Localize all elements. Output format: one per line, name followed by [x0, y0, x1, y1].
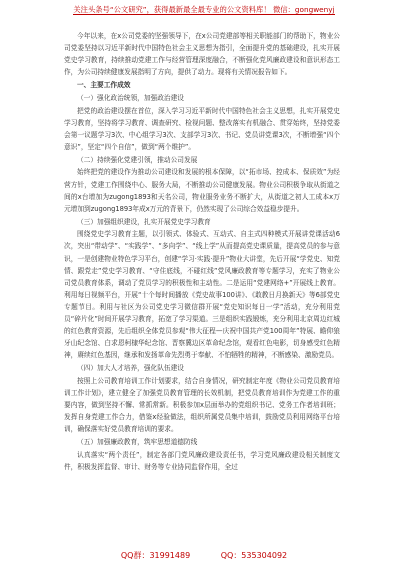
contact-footer [0, 550, 408, 561]
paragraph: 始终把党的建设作为推动公司建设和发展的根本保障，以“拓市场、控成本、保质效”为经营方针，党建工作围绕中心、服务大局，不断推动公司健康发展。物业公司积极争取从街道之间的x台增加为zugong1893和天名公司，物业服务业务不断扩大，从街道之初人工成本x万元增加到zugong1893年成x万元的背景下，仍然实现了公司综合效益稳步提升。 [64, 168, 340, 213]
paragraph: 把党的政治建设摆在首位，深入学习习近平新时代中国特色社会主义思想，扎实开展党史学习教育，坚持将学习教育、调查研究、检视问题、整改落实有机融合、贯穿始终，坚持党委会第一议题学习3次、中心组学习3次、支部学习3次、书记、党员讲党课3次，不断增强“四个意识”，坚定“四个自信”，做到“两个维护”。 [64, 106, 340, 151]
paragraph: 围绕党史学习教育主题，以引领式、体验式、互动式、自主式四种模式开展讲党课活动6次，突出“带动学”、“实践学”、“多向学”、“线上学”从而提高党史课质量，提高党员的参与意识，一是创建物业特色学习平台，创建“学习·实践·提升”物业大讲堂，先后开展“学党史、知党情、跟党走”党史学习教育、“守住底线，不碰红线”党风廉政教育等专题学习，充实了物业公司党员教育体系，调动了党员学习的积极性和主动性。二是运用“党建网络+”开展线上教育。利用每日视频平台，开展“十个每时间播放《党史故事100讲》、《敢教日月换新天》等6部党史专题节目。利用与社区为公司党史学习微信群开展“党史知识每日一学”活动，充分利用党员“碎片化”时间开展学习教育，拓宽了学习渠道。三是组织实践锻炼，充分利用北京周边红城的红色教育资源，先后组织全体党员参观“伟大征程—庆祝中国共产党100周年”特展、瞻仰狼牙山纪念馆、白求恩柯棣华纪念馆、晋察冀边区革命纪念馆，观看红色电影，切身感受红色精神，赓续红色基因，继承和发扬革命先烈勇于奉献、不怕牺牲的精神，不断感染、激励党员。 [64, 230, 340, 360]
subsection-heading: （三）加强组织建设，扎实开展党史学习教育 [77, 217, 211, 226]
paragraph: 认真落实“两个责任”，制定各部门党风廉政建设责任书，学习党风廉政建设相关制度文件，积极发挥监督、审计、财务等专业协同监督作用，全过 [64, 450, 340, 471]
subsection-heading: （四）加大人才培养，强化队伍建设 [77, 364, 184, 373]
section-heading: 一、主要工作成效 [77, 81, 131, 90]
promo-banner-text: 关注头条号“公文研究”，获得最新最全最专业的公文资料库！ 微信：gongwenyj [73, 5, 335, 14]
qq-number: QQ：535304092 [220, 551, 288, 560]
subsection-heading: （一）强化政治统领，加强政治建设 [77, 93, 184, 102]
promo-banner [0, 4, 408, 15]
qq-group-number: QQ群：31991489 [120, 551, 191, 560]
subsection-heading: （二）持续强化党建引领，推动公司发展 [77, 155, 198, 164]
paragraph: 按照上公司教育培训工作计划要求，结合自身情况，研究制定年度《物业公司党员教育培训工作计划》，建立健全了加强党员教育管理的长效机制，把党员教育培训作为党建工作的重要内容，做到坚持不懈、常抓常新。积极参加x层面举办的党组织书记、党务工作者培训班；发挥自身党建工作合力，借鉴x经验做法，组织所属党员集中培训，鼓励党员利用网络平台培训，确保落实好党员教育培训的要求。 [64, 376, 340, 434]
subsection-heading: （五）加强廉政教育，筑牢思想道德防线 [77, 437, 198, 446]
paragraph-intro: 今年以来，在x公司党委的坚强领导下，在x公司党建部等相关职能部门的帮助下，物业公司党委坚持以习近平新时代中国特色社会主义思想为指引，全面提升党的基础建设，扎实开展党史学习教育，持续推动党建工作与经营管理深度融合，不断强化党风廉政建设和意识形态工作，为公司持续健康发展指明了方向，提供了动力。现将有关情况报告如下。 [64, 32, 340, 77]
document-body [64, 30, 340, 474]
